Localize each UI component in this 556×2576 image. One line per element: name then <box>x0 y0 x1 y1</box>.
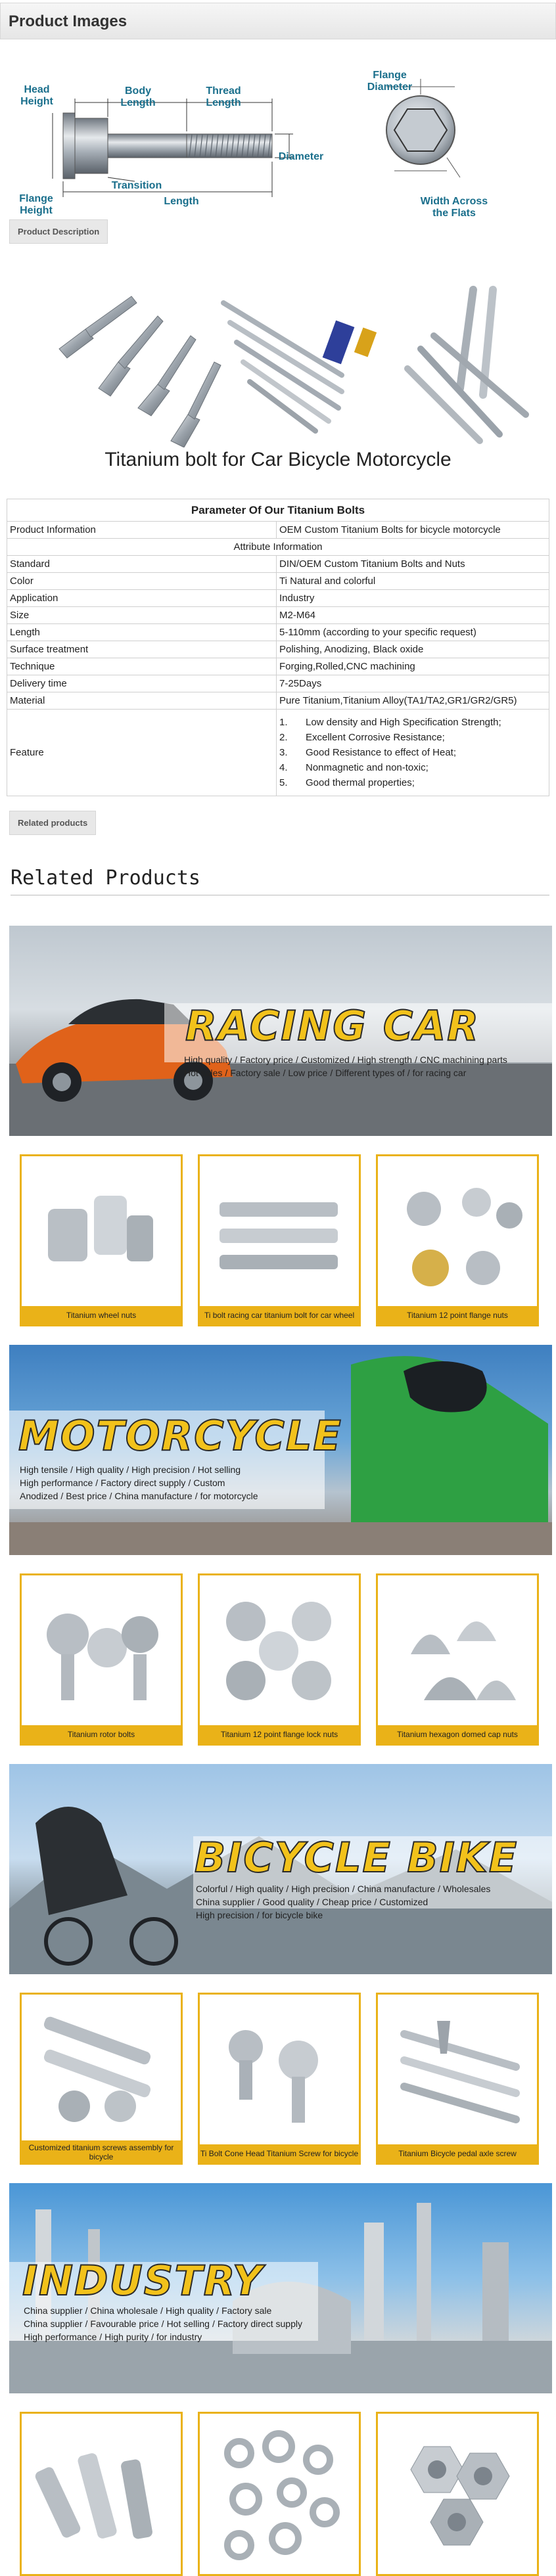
product-card[interactable] <box>376 1993 539 2165</box>
list-item: 2. Excellent Corrosive Resistance; <box>279 732 445 743</box>
table-row: Technique Forging,Rolled,CNC machining <box>7 658 549 675</box>
table-row: Color Ti Natural and colorful <box>7 573 549 590</box>
product-image <box>378 1995 537 2144</box>
product-image <box>22 2414 181 2574</box>
product-image <box>22 1575 181 1725</box>
product-label: Customized titanium screws assembly for bicycle <box>22 2140 181 2163</box>
long-bolt-group <box>223 303 342 431</box>
banner-title: INDUSTRY <box>22 2257 264 2305</box>
label-diameter: Diameter <box>278 151 324 162</box>
description-caption: Titanium bolt for Car Bicycle Motorcycle <box>104 449 452 470</box>
product-card[interactable] <box>376 1573 539 1746</box>
table-row: Delivery time 7-25Days <box>7 675 549 692</box>
list-item: 5. Good thermal properties; <box>279 777 415 788</box>
racing-car-banner[interactable] <box>9 926 552 1136</box>
bicycle-products <box>20 1993 539 2165</box>
product-image <box>378 2414 537 2574</box>
product-image <box>22 1156 181 1306</box>
gold-anodized-part <box>354 327 377 357</box>
cone-bolt-group <box>59 296 221 447</box>
product-image <box>378 1156 537 1306</box>
banner-tags: Colorful / High quality / High precision / China manufacture / Wholesales China supplier / Good quality / Cheap price / Customized High precision / for bicycle bike <box>196 1884 491 1920</box>
product-image <box>200 1156 359 1306</box>
label-length: Length <box>164 196 199 207</box>
table-row-feature: Feature 1. Low density and High Specification Strength; 2. Excellent Corrosive Resistance; 3. Good Resistance to effect of Heat; 4. Nonmagnetic and non-toxic; 5. Good thermal properties; <box>7 710 549 796</box>
bolt-drawing <box>0 39 556 204</box>
product-card[interactable] <box>198 1573 361 1746</box>
industry-banner[interactable] <box>9 2183 552 2393</box>
flange-shape <box>63 113 75 179</box>
titanium-bolts-photo <box>0 250 556 447</box>
product-label: Titanium rotor bolts <box>22 1725 181 1744</box>
label-flange-height: Flange Height <box>19 193 53 216</box>
table-row: Application Industry <box>7 590 549 607</box>
table-row: Length 5-110mm (according to your specific request) <box>7 624 549 641</box>
motorcycle-products <box>20 1573 539 1746</box>
bolts-illustration <box>0 250 556 447</box>
label-head-height: Head Height <box>20 84 53 107</box>
product-page <box>0 3 556 2576</box>
banner-tags: China supplier / China wholesale / High quality / Factory sale China supplier / Favourable price / Hot selling / Factory direct supply High performance / High purity / for industry <box>24 2305 302 2342</box>
product-label: Ti bolt racing car titanium bolt for car wheel <box>200 1306 359 1324</box>
right-bolt-group <box>407 290 526 441</box>
banner-title: RACING CAR <box>185 1002 480 1050</box>
product-label: Titanium Bicycle pedal axle screw <box>378 2144 537 2163</box>
label-transition: Transition <box>111 180 162 191</box>
label-thread-length: Thread Length <box>206 85 241 108</box>
table-row: Product Information OEM Custom Titanium Bolts for bicycle motorcycle <box>7 522 549 539</box>
label-flange-diameter: Flange Diameter <box>367 70 413 93</box>
product-card[interactable] <box>20 1993 183 2165</box>
banner-title: MOTORCYCLE <box>18 1412 342 1460</box>
industry-products <box>20 2412 539 2576</box>
product-card[interactable] <box>198 1154 361 1326</box>
product-label: Titanium 12 point flange lock nuts <box>200 1725 359 1744</box>
banner-tags: High quality / Factory price / Customized / High strength / CNC machining parts Hot sales / Factory sale / Low price / Different types of / for racing car <box>184 1054 507 1078</box>
banner-title: BICYCLE BIKE <box>195 1834 519 1882</box>
head-shape <box>75 118 108 173</box>
table-row: Surface treatment Polishing, Anodizing, Black oxide <box>7 641 549 658</box>
product-image <box>22 1995 181 2144</box>
related-products-tab[interactable]: Related products <box>9 811 96 835</box>
product-card[interactable] <box>376 1154 539 1326</box>
product-card[interactable] <box>20 1154 183 1326</box>
table-row: Material Pure Titanium,Titanium Alloy(TA1/TA2,GR1/GR2/GR5) <box>7 692 549 710</box>
product-label: Titanium hexagon domed cap nuts <box>378 1725 537 1744</box>
attribute-header: Attribute Information <box>7 539 549 556</box>
product-card[interactable] <box>198 1993 361 2165</box>
product-image <box>200 1995 359 2144</box>
product-card[interactable] <box>376 2412 539 2576</box>
product-image <box>378 1575 537 1725</box>
bicycle-banner[interactable] <box>9 1764 552 1974</box>
product-label: Titanium wheel nuts <box>22 1306 181 1324</box>
product-card[interactable] <box>198 2412 361 2576</box>
shank-shape <box>108 134 187 158</box>
product-card[interactable] <box>20 1573 183 1746</box>
list-item: 4. Nonmagnetic and non-toxic; <box>279 762 429 773</box>
product-image <box>200 1575 359 1725</box>
label-width-across-flats: Width Across the Flats <box>420 196 488 219</box>
label-body-length: Body Length <box>120 85 156 108</box>
table-row: Standard DIN/OEM Custom Titanium Bolts and Nuts <box>7 556 549 573</box>
product-description-tab[interactable]: Product Description <box>9 219 108 244</box>
motorcycle-banner[interactable] <box>9 1345 552 1555</box>
product-images-title: Product Images <box>0 3 556 39</box>
table-row: Size M2-M64 <box>7 607 549 624</box>
racing-car-products <box>20 1154 539 1326</box>
table-title: Parameter Of Our Titanium Bolts <box>7 499 549 522</box>
product-label: Titanium 12 point flange nuts <box>378 1306 537 1324</box>
list-item: 1. Low density and High Specification Strength; <box>279 717 501 728</box>
related-products-heading: Related Products <box>11 867 549 895</box>
blue-anodized-part <box>323 321 355 365</box>
cyclist <box>35 1807 127 1915</box>
list-item: 3. Good Resistance to effect of Heat; <box>279 747 457 758</box>
product-label: Ti Bolt Cone Head Titanium Screw for bicycle <box>200 2144 359 2163</box>
product-card[interactable] <box>20 2412 183 2576</box>
feature-list <box>279 712 546 793</box>
banner-tags: High tensile / High quality / High precision / Hot selling High performance / Factory direct supply / Custom Anodized / Best price / China manufacture / for motorcycle <box>20 1464 258 1501</box>
parameter-table <box>7 499 549 796</box>
bolt-dimension-diagram <box>0 39 556 219</box>
product-image <box>200 2414 359 2574</box>
